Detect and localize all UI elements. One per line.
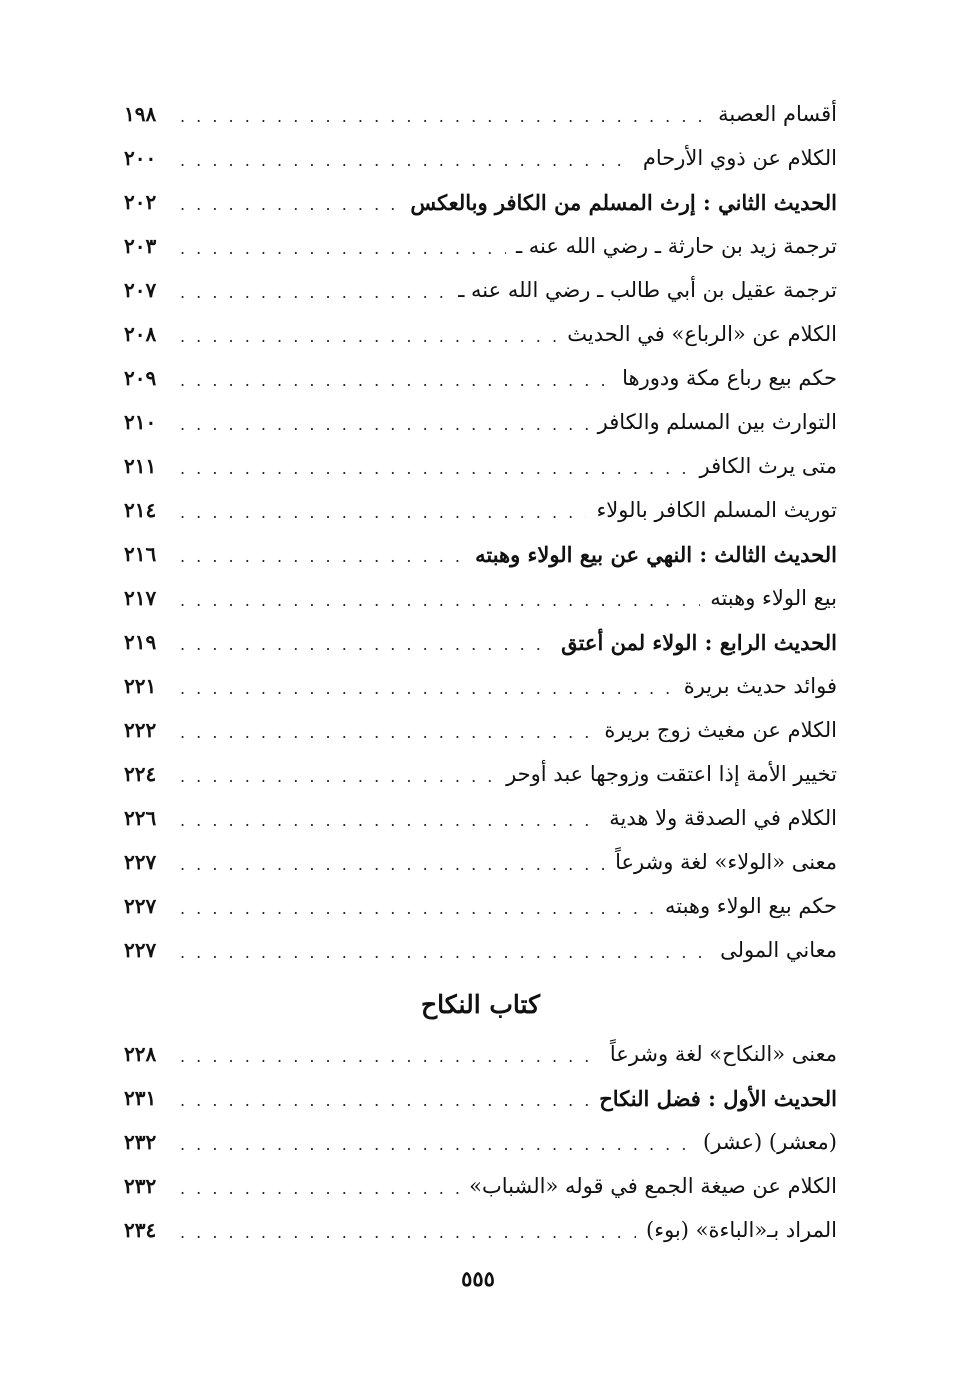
toc-entry xyxy=(124,400,837,444)
toc-page-number: ٢٢٢ xyxy=(124,718,157,742)
toc-entry-title: بيع الولاء وهبته xyxy=(710,586,837,610)
toc-page-number: ٢١٦ xyxy=(124,542,157,566)
toc-page-number: ٢٣٢ xyxy=(124,1174,157,1198)
toc-page-number: ٢٠٣ xyxy=(124,234,157,258)
dot-leader xyxy=(180,136,633,180)
toc-page-number: ٢١٤ xyxy=(124,498,157,522)
toc-entry-title: التوارث بين المسلم والكافر xyxy=(597,410,837,434)
toc-page-number: ١٩٨ xyxy=(124,102,157,126)
toc-entry xyxy=(124,928,837,972)
toc-page-number: ٢٢٧ xyxy=(124,850,157,874)
dot-leader xyxy=(180,840,605,884)
dot-leader xyxy=(180,400,588,444)
toc-entry xyxy=(124,576,837,620)
toc-entry-title: فوائد حديث بريرة xyxy=(683,674,837,698)
dot-leader xyxy=(180,1208,636,1252)
toc-page-number: ٢٠٠ xyxy=(124,146,157,170)
toc-entry-title: الحديث الثالث : النهي عن بيع الولاء وهبته xyxy=(475,541,837,567)
toc-entry-title: الكلام عن صيغة الجمع في قوله «الشباب» xyxy=(469,1174,837,1198)
toc-entry xyxy=(124,488,837,532)
toc-entry xyxy=(124,752,837,796)
toc-page-number: ٢٠٢ xyxy=(124,190,157,214)
toc-entry-title: الحديث الرابع : الولاء لمن أعتق xyxy=(561,629,837,655)
dot-leader xyxy=(180,92,708,136)
toc-page-number: ٢٠٨ xyxy=(124,322,157,346)
toc-list-faraid xyxy=(124,92,837,972)
toc-page-number: ٢٢٤ xyxy=(124,762,157,786)
toc-page-number: ٢١٩ xyxy=(124,630,157,654)
dot-leader xyxy=(180,664,674,708)
toc-page-number: ٢٢٦ xyxy=(124,806,157,830)
toc-page-number: ٢٠٩ xyxy=(124,366,157,390)
toc-entry xyxy=(124,1120,837,1164)
toc-page-number: ٢٣٤ xyxy=(124,1218,157,1242)
toc-entry-title: أقسام العصبة xyxy=(718,102,837,126)
dot-leader xyxy=(180,1076,589,1120)
toc-entry xyxy=(124,840,837,884)
toc-entry xyxy=(124,356,837,400)
toc-entry xyxy=(124,268,837,312)
dot-leader xyxy=(180,884,655,928)
dot-leader xyxy=(180,1120,693,1164)
toc-page-number: ٢٢٧ xyxy=(124,894,157,918)
toc-page-number: ٢٢٧ xyxy=(124,938,157,962)
toc-entry xyxy=(124,796,837,840)
dot-leader xyxy=(180,708,594,752)
toc-page-number: ٢٢٨ xyxy=(124,1042,157,1066)
toc-entry xyxy=(124,92,837,136)
toc-entry xyxy=(124,1208,837,1252)
toc-page-number: ٢٣٢ xyxy=(124,1130,157,1154)
toc-entry xyxy=(124,620,837,664)
dot-leader xyxy=(180,928,710,972)
toc-entry-title: ترجمة زيد بن حارثة ـ رضي الله عنه ـ xyxy=(515,234,837,258)
dot-leader xyxy=(180,576,700,620)
toc-entry-title: تخيير الأمة إذا اعتقت وزوجها عبد أوحر xyxy=(506,762,837,786)
toc-entry xyxy=(124,444,837,488)
dot-leader xyxy=(180,268,448,312)
dot-leader xyxy=(180,752,496,796)
toc-entry-title: الحديث الأول : فضل النكاح xyxy=(599,1085,837,1111)
toc-list-nikah xyxy=(124,1032,837,1252)
toc-entry xyxy=(124,884,837,928)
toc-page-number: ٢٣١ xyxy=(124,1086,157,1110)
toc-page-number: ٢١٠ xyxy=(124,410,157,434)
toc-entry xyxy=(124,136,837,180)
toc-entry-title: معنى «الولاء» لغة وشرعاً xyxy=(615,850,837,874)
table-of-contents xyxy=(124,92,837,1252)
dot-leader xyxy=(180,620,551,664)
dot-leader xyxy=(180,1164,459,1208)
toc-page-number: ٢٠٧ xyxy=(124,278,157,302)
toc-entry xyxy=(124,664,837,708)
dot-leader xyxy=(180,356,612,400)
toc-entry-title: (معشر) (عشر) xyxy=(703,1130,837,1154)
dot-leader xyxy=(180,796,599,840)
toc-entry-title: الكلام عن «الرباع» في الحديث xyxy=(567,322,837,346)
toc-entry xyxy=(124,224,837,268)
toc-entry-title: الكلام في الصدقة ولا هدية xyxy=(609,806,837,830)
toc-entry-title: معاني المولى xyxy=(720,938,837,962)
toc-entry xyxy=(124,1032,837,1076)
toc-entry-title: حكم بيع رباع مكة ودورها xyxy=(622,366,837,390)
toc-entry-title: الكلام عن مغيث زوج بريرة xyxy=(604,718,837,742)
toc-entry xyxy=(124,708,837,752)
toc-entry-title: ترجمة عقيل بن أبي طالب ـ رضي الله عنه ـ xyxy=(458,278,837,302)
toc-entry xyxy=(124,532,837,576)
toc-entry xyxy=(124,312,837,356)
toc-entry-title: المراد بـ«الباءة» (بوء) xyxy=(646,1218,837,1242)
toc-entry xyxy=(124,1164,837,1208)
dot-leader xyxy=(180,444,690,488)
dot-leader xyxy=(180,224,506,268)
page-number: ٥٥٥ xyxy=(461,1266,495,1291)
dot-leader xyxy=(180,532,465,576)
dot-leader xyxy=(180,1032,600,1076)
toc-entry-title: حكم بيع الولاء وهبته xyxy=(664,894,837,918)
toc-entry-title: الكلام عن ذوي الأرحام xyxy=(642,146,837,170)
section-heading: كتاب النكاح xyxy=(421,990,540,1019)
toc-entry xyxy=(124,1076,837,1120)
toc-entry-title: الحديث الثاني : إرث المسلم من الكافر وبالعكس xyxy=(410,189,837,215)
toc-page-number: ٢١١ xyxy=(124,454,157,478)
dot-leader xyxy=(180,180,400,224)
dot-leader xyxy=(180,312,557,356)
toc-entry-title: توريث المسلم الكافر بالولاء xyxy=(596,498,837,522)
toc-page-number: ٢١٧ xyxy=(124,586,157,610)
toc-entry-title: متى يرث الكافر xyxy=(699,454,837,478)
toc-page-number: ٢٢١ xyxy=(124,674,157,698)
toc-entry xyxy=(124,180,837,224)
dot-leader xyxy=(180,488,586,532)
toc-entry-title: معنى «النكاح» لغة وشرعاً xyxy=(609,1042,837,1066)
